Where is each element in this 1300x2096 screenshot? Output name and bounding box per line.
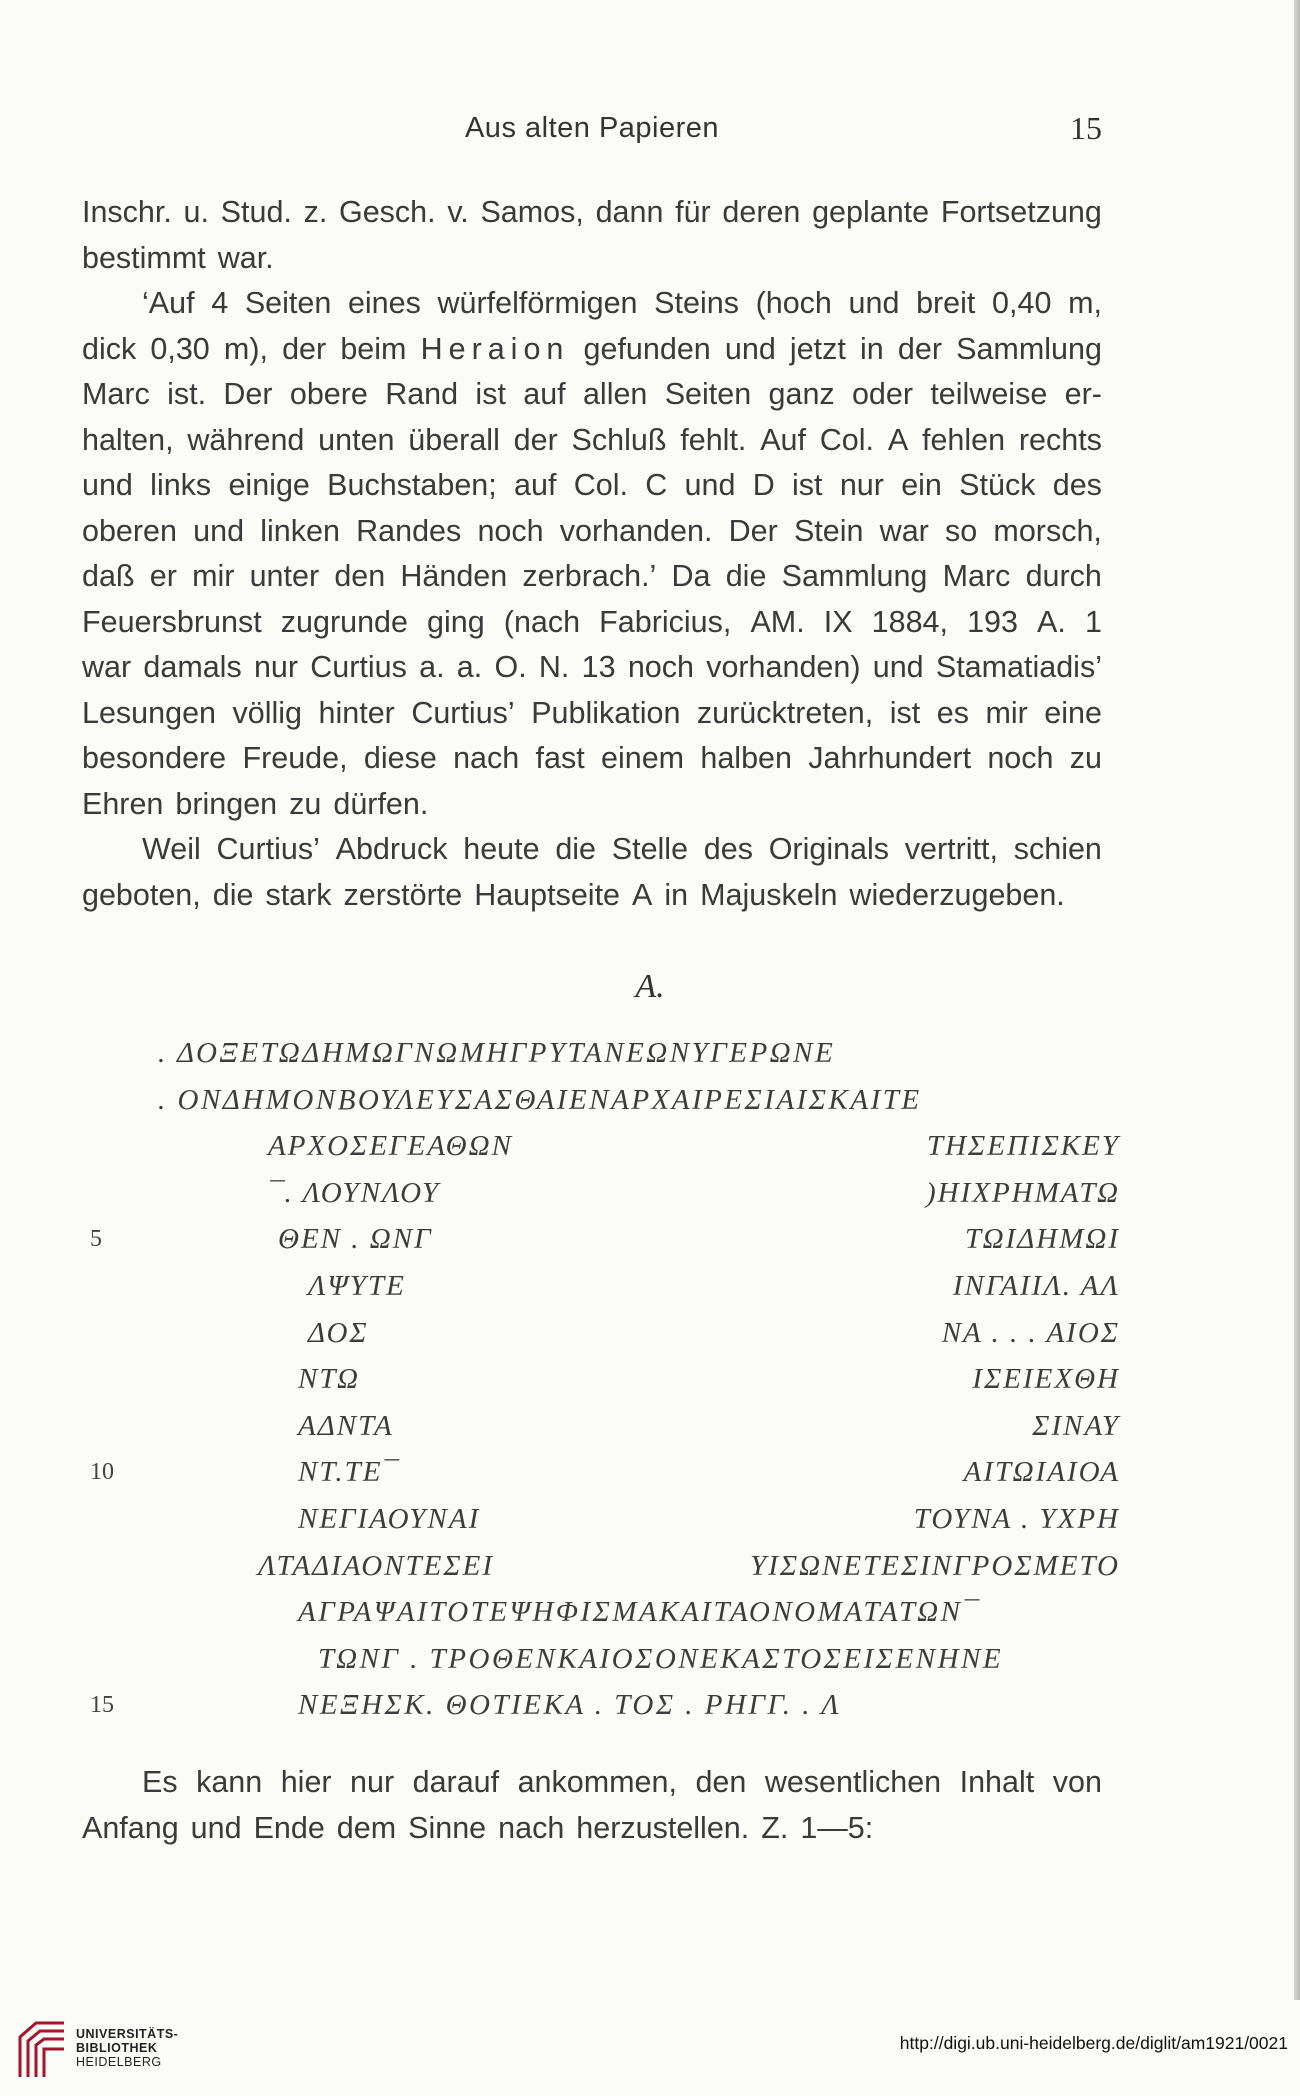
source-url-link[interactable]: http://digi.ub.uni-heidelberg.de/diglit/am1921/0021	[899, 2033, 1288, 2053]
word: die	[212, 877, 254, 912]
text-line	[82, 281, 1102, 327]
word: ganz	[768, 377, 835, 411]
inscription-line	[90, 1170, 1120, 1217]
word: Sammlung	[781, 559, 928, 593]
word: Anfang	[82, 1810, 179, 1845]
inscription-text-right: ΥΙΣΩΝΕΤΕΣΙΝΓΡΟΣΜΕΤΟ	[750, 1549, 1120, 1582]
word: und	[848, 286, 900, 320]
library-name	[76, 2027, 178, 2069]
word: (hoch	[755, 286, 832, 320]
word: u.	[183, 195, 209, 229]
word: Stud.	[220, 195, 292, 229]
word: 1	[1084, 604, 1102, 639]
word: unter	[249, 559, 320, 593]
inscription-line	[90, 1589, 1120, 1636]
word: 1—5:	[800, 1810, 874, 1845]
word: linken	[260, 513, 340, 548]
word: AM.	[750, 604, 805, 639]
word: nur	[253, 650, 299, 684]
library-line-3: HEIDELBERG	[76, 2055, 162, 2069]
word: m,	[1068, 286, 1102, 320]
word: und	[872, 650, 924, 684]
word: heute	[463, 832, 540, 866]
inscription-text-right: ΤΗΣΕΠΙΣΚΕΥ	[926, 1130, 1120, 1163]
inscription-text-left: ΝΤΩ	[298, 1363, 360, 1396]
word: Stamatiadis’	[935, 650, 1102, 684]
word: auf	[514, 468, 557, 502]
word: Händen	[400, 559, 508, 593]
word: Hauptseite	[474, 877, 621, 912]
word: schien	[1013, 832, 1102, 866]
word: ankommen,	[517, 1765, 677, 1799]
inscription-text-right: )ΗΙΧΡΗΜΑΤΩ	[926, 1176, 1120, 1209]
word: Majuskeln	[700, 877, 838, 912]
inscription-text-left: ¯. ΛΟΥΝΛΟΥ	[268, 1176, 441, 1209]
word: ist.	[167, 377, 207, 411]
inscription-line	[90, 1216, 1120, 1263]
word: mir	[192, 559, 235, 593]
inscription-heading: A.	[635, 968, 665, 1005]
word: m),	[223, 331, 268, 366]
word: besondere	[82, 741, 227, 775]
word: vertritt,	[904, 832, 998, 866]
word: Ehren	[82, 786, 164, 821]
text-line	[82, 1760, 1102, 1806]
word: in	[664, 877, 689, 912]
word: ging	[427, 604, 485, 639]
word: unten	[318, 422, 395, 457]
word: Z.	[761, 1810, 789, 1845]
line-number: 5	[90, 1226, 102, 1253]
word: Der	[728, 513, 778, 548]
word: (nach	[503, 604, 581, 639]
inscription-text-left: ΑΔΝΤΑ	[298, 1409, 394, 1442]
word: fehlt.	[680, 422, 747, 457]
word: vorhanden.	[559, 513, 713, 548]
word: Marc	[82, 377, 150, 411]
line-number: 10	[90, 1459, 114, 1486]
library-line-2: BIBLIOTHEK	[76, 2041, 158, 2055]
paragraph-3	[82, 827, 1102, 918]
word: 13	[581, 650, 616, 684]
word: herzustellen.	[576, 1810, 750, 1845]
inscription-text-left: ΘΕΝ . ΩΝΓ	[278, 1223, 433, 1256]
paragraph-2	[82, 281, 1102, 827]
word: ist	[792, 468, 823, 502]
inscription-text: ΑΓΡΑΨΑΙΤΟΤΕΨΗΦΙΣΜΑΚΑΙΤΑΟΝΟΜΑΤΑΤΩΝ¯	[298, 1596, 980, 1629]
text-line	[82, 327, 1102, 373]
word: halten,	[82, 422, 174, 457]
word: obere	[289, 377, 368, 411]
inscription-line	[90, 1077, 1120, 1124]
word: Curtius	[310, 650, 407, 684]
word: den	[334, 559, 386, 593]
word: den	[695, 1765, 747, 1799]
word: Col.	[573, 468, 628, 502]
word: dann	[595, 195, 664, 229]
library-logo-icon	[14, 2019, 70, 2079]
inscription-line	[90, 1682, 1120, 1729]
text-line	[82, 600, 1102, 646]
word: auf	[523, 377, 566, 411]
word: so	[945, 513, 978, 548]
text-line	[82, 645, 1102, 691]
word: Es	[142, 1765, 178, 1799]
running-title: Aus alten Papieren	[464, 112, 720, 144]
word: nur	[839, 468, 884, 502]
word: der	[513, 422, 558, 457]
word: Publikation	[531, 695, 681, 730]
word: kann	[196, 1765, 263, 1799]
page-number: 15	[1070, 110, 1102, 146]
word: O.	[494, 650, 527, 684]
word: Auf	[760, 422, 806, 457]
text-line	[82, 509, 1102, 555]
text-line	[82, 782, 1102, 828]
word: a.	[419, 650, 445, 684]
word: fehlen	[921, 422, 1006, 457]
word: darauf	[412, 1765, 500, 1799]
word: Gesch.	[339, 195, 436, 229]
paragraph-1	[82, 190, 1102, 281]
word: und	[190, 1810, 242, 1845]
word: durch	[1025, 559, 1102, 593]
text-line	[82, 372, 1102, 418]
word: Lesungen	[82, 695, 216, 730]
word: würfelförmigen	[437, 286, 638, 320]
word: war	[82, 650, 132, 684]
word: bringen	[175, 786, 278, 821]
word: IX	[823, 604, 853, 639]
word: Heraion	[420, 331, 570, 366]
word: war.	[217, 240, 274, 275]
inscription-text: . ΟΝΔΗΜΟΝΒΟΥΛΕΥΣΑΣΘΑΙΕΝΑΡΧΑΙΡΕΣΙΑΙΣΚΑΙΤΕ	[158, 1083, 922, 1116]
inscription-text: ΝΕΞΗΣΚ. ΘΟΤΙΕΚΑ . ΤΟΣ . ΡΗΓΓ. . Λ	[298, 1689, 842, 1722]
inscription-line	[90, 1263, 1120, 1310]
word: einige	[228, 468, 310, 502]
word: Originals	[768, 832, 890, 866]
inscription-line	[90, 1543, 1120, 1590]
word: 0,30	[150, 331, 210, 366]
word: es	[936, 695, 969, 730]
text-line	[82, 236, 1102, 282]
word: wiederzugeben.	[849, 877, 1065, 912]
word: wesentlichen	[764, 1765, 942, 1799]
inscription-text-left: ΑΡΧΟΣΕΓΕΑΘΩΝ	[268, 1130, 513, 1163]
word: morsch,	[993, 513, 1102, 548]
word: war	[879, 513, 929, 548]
word: Stück	[959, 468, 1036, 502]
word: allen	[582, 377, 648, 411]
word: Samos,	[480, 195, 584, 229]
inscription-text-right: ΝΑ . . . ΑΙΟΣ	[941, 1316, 1120, 1349]
word: eines	[347, 286, 421, 320]
word: Inhalt	[959, 1765, 1035, 1799]
word: dick	[82, 331, 137, 366]
inscription-line	[90, 1449, 1120, 1496]
text-line	[82, 190, 1102, 236]
word: Da	[671, 559, 711, 593]
word: N.	[538, 650, 570, 684]
word: Marc	[942, 559, 1011, 593]
word: Curtius’	[216, 832, 320, 866]
inscription-line	[90, 1636, 1120, 1683]
inscription-text-right: ΑΙΤΩΙΑΙΟΑ	[963, 1456, 1120, 1489]
inscription-line	[90, 1496, 1120, 1543]
inscription-text-left: ΝΤ.ΤΕ¯	[298, 1456, 399, 1489]
word: Inschr.	[82, 195, 172, 229]
word: deren	[722, 195, 801, 229]
word: zurücktreten,	[696, 695, 874, 730]
word: nach	[498, 1810, 565, 1845]
digitization-footer	[0, 2005, 1300, 2096]
inscription-line	[90, 1030, 1120, 1077]
text-line	[82, 418, 1102, 464]
word: zerbrach.’	[522, 559, 657, 593]
word: Seiten	[244, 286, 332, 320]
word: Rand	[385, 377, 459, 411]
word: oder	[851, 377, 914, 411]
text-line	[82, 736, 1102, 782]
word: Jahrhundert	[808, 741, 972, 775]
word: Randes	[356, 513, 462, 548]
word: nach	[453, 741, 520, 775]
word: geplante	[812, 195, 930, 229]
word: der	[897, 331, 942, 366]
word: Buchstaben;	[327, 468, 497, 502]
word: dürfen.	[333, 786, 429, 821]
word: er-	[1064, 377, 1102, 411]
word: v.	[447, 195, 469, 229]
text-line	[82, 827, 1102, 873]
word: 193	[967, 604, 1018, 639]
word: dem	[336, 1810, 397, 1845]
word: A	[887, 422, 909, 457]
word: Curtius’	[411, 695, 515, 730]
word: des	[1052, 468, 1102, 502]
word: Seiten	[664, 377, 752, 411]
word: Schluß	[571, 422, 667, 457]
word: des	[703, 832, 753, 866]
word: links	[150, 468, 212, 502]
word: während	[187, 422, 305, 457]
word: Weil	[142, 832, 201, 866]
inscription-text-left: ΛΨΥΤΕ	[308, 1269, 406, 1302]
word: einem	[601, 741, 685, 775]
word: Der	[223, 377, 273, 411]
word: Sinne	[408, 1810, 487, 1845]
word: fast	[535, 741, 585, 775]
word: jetzt	[789, 331, 846, 366]
word: Sammlung	[956, 331, 1102, 366]
word: daß	[82, 559, 135, 593]
paragraph-4	[82, 1760, 1102, 1851]
library-line-1: UNIVERSITÄTS-	[76, 2027, 179, 2041]
word: noch	[477, 513, 544, 548]
word: noch	[987, 741, 1054, 775]
text-line	[82, 1806, 1102, 1852]
inscription-line	[90, 1310, 1120, 1357]
word: a.	[456, 650, 483, 684]
word: der	[282, 331, 327, 366]
word: breit	[916, 286, 976, 320]
word: und	[684, 468, 736, 502]
word: halben	[700, 741, 792, 775]
word: und	[82, 468, 133, 502]
word: diese	[363, 741, 437, 775]
word: überall	[408, 422, 500, 457]
word: 4	[211, 286, 229, 320]
word: zu	[1069, 741, 1102, 775]
inscription-text-left: ΛΤΑΔΙΑΟΝΤΕΣΕΙ	[258, 1549, 494, 1582]
word: damals	[143, 650, 242, 684]
inscription-line	[90, 1123, 1120, 1170]
word: Feuersbrunst	[82, 604, 262, 639]
word: Steins	[654, 286, 739, 320]
inscription-text-right: ΤΟΥΝΑ . ΥΧΡΗ	[913, 1502, 1120, 1535]
word: bestimmt	[82, 240, 206, 275]
word: 1884,	[871, 604, 948, 639]
inscription-text: . ΔΟΞΕΤΩΔΗΜΩΓΝΩΜΗΓΡΥΤΑΝΕΩΝΥΓΕΡΩΝΕ	[158, 1037, 836, 1069]
word: Fabricius,	[599, 604, 732, 639]
word: Col.	[819, 422, 875, 457]
word: noch	[627, 650, 694, 684]
word: zerstörte	[343, 877, 463, 912]
line-number: 15	[90, 1692, 114, 1719]
inscription-text-right: ΙΣΕΙΕΧΘΗ	[972, 1363, 1120, 1396]
word: ‘Auf	[142, 286, 195, 320]
word: die	[555, 832, 597, 866]
word: zu	[289, 786, 322, 821]
inscription-text-left: ΝΕΓΙΑΟΥΝΑΙ	[298, 1502, 481, 1535]
inscription-text-left: ΔΟΣ	[308, 1316, 369, 1349]
word: Stelle	[611, 832, 689, 866]
word: stark	[265, 877, 332, 912]
word: ist	[889, 695, 921, 730]
word: zugrunde	[280, 604, 408, 639]
word: eine	[1044, 695, 1102, 730]
text-line	[82, 554, 1102, 600]
word: Fortsetzung	[940, 195, 1102, 229]
inscription-line	[90, 1356, 1120, 1403]
word: ist	[475, 377, 506, 411]
inscription-transcription	[90, 1030, 1120, 1729]
word: geboten,	[82, 877, 201, 912]
word: er	[149, 559, 177, 593]
word: C	[645, 468, 668, 502]
word: von	[1052, 1765, 1102, 1799]
word: Abdruck	[335, 832, 448, 866]
word: nur	[350, 1765, 395, 1799]
word: mir	[985, 695, 1028, 730]
word: teilweise	[930, 377, 1048, 411]
word: Ende	[253, 1810, 325, 1845]
word: gefunden	[583, 331, 711, 366]
inscription-text-right: ΤΩΙΔΗΜΩΙ	[965, 1223, 1120, 1256]
word: in	[860, 331, 884, 366]
word: A	[632, 877, 653, 912]
word: oberen	[82, 513, 177, 548]
inscription-text-right: ΙΝΓΑΙΙΛ. ΑΛ	[952, 1269, 1120, 1302]
inscription-line	[90, 1403, 1120, 1450]
word: z.	[303, 195, 328, 229]
word: hinter	[318, 695, 395, 730]
inscription-text-right: ΣΙΝΑΥ	[1032, 1409, 1120, 1442]
word: Stein	[793, 513, 864, 548]
text-line	[82, 873, 1102, 919]
word: die	[725, 559, 767, 593]
word: Freude,	[242, 741, 348, 775]
word: beim	[340, 331, 407, 366]
running-header	[82, 112, 1102, 152]
word: für	[675, 195, 711, 229]
word: D	[752, 468, 775, 502]
word: A.	[1037, 604, 1066, 639]
word: 0,40	[992, 286, 1052, 320]
word: vorhanden)	[706, 650, 861, 684]
inscription-text: ΤΩΝΓ . ΤΡΟΘΕΝΚΑΙΟΣΟΝΕΚΑΣΤΟΣΕΙΣΕΝΗΝΕ	[318, 1642, 1004, 1675]
word: rechts	[1018, 422, 1102, 457]
word: und	[193, 513, 245, 548]
word: und	[724, 331, 776, 366]
text-line	[82, 691, 1102, 737]
text-line	[82, 463, 1102, 509]
word: völlig	[232, 695, 303, 730]
word: hier	[280, 1765, 332, 1799]
word: ein	[901, 468, 942, 502]
